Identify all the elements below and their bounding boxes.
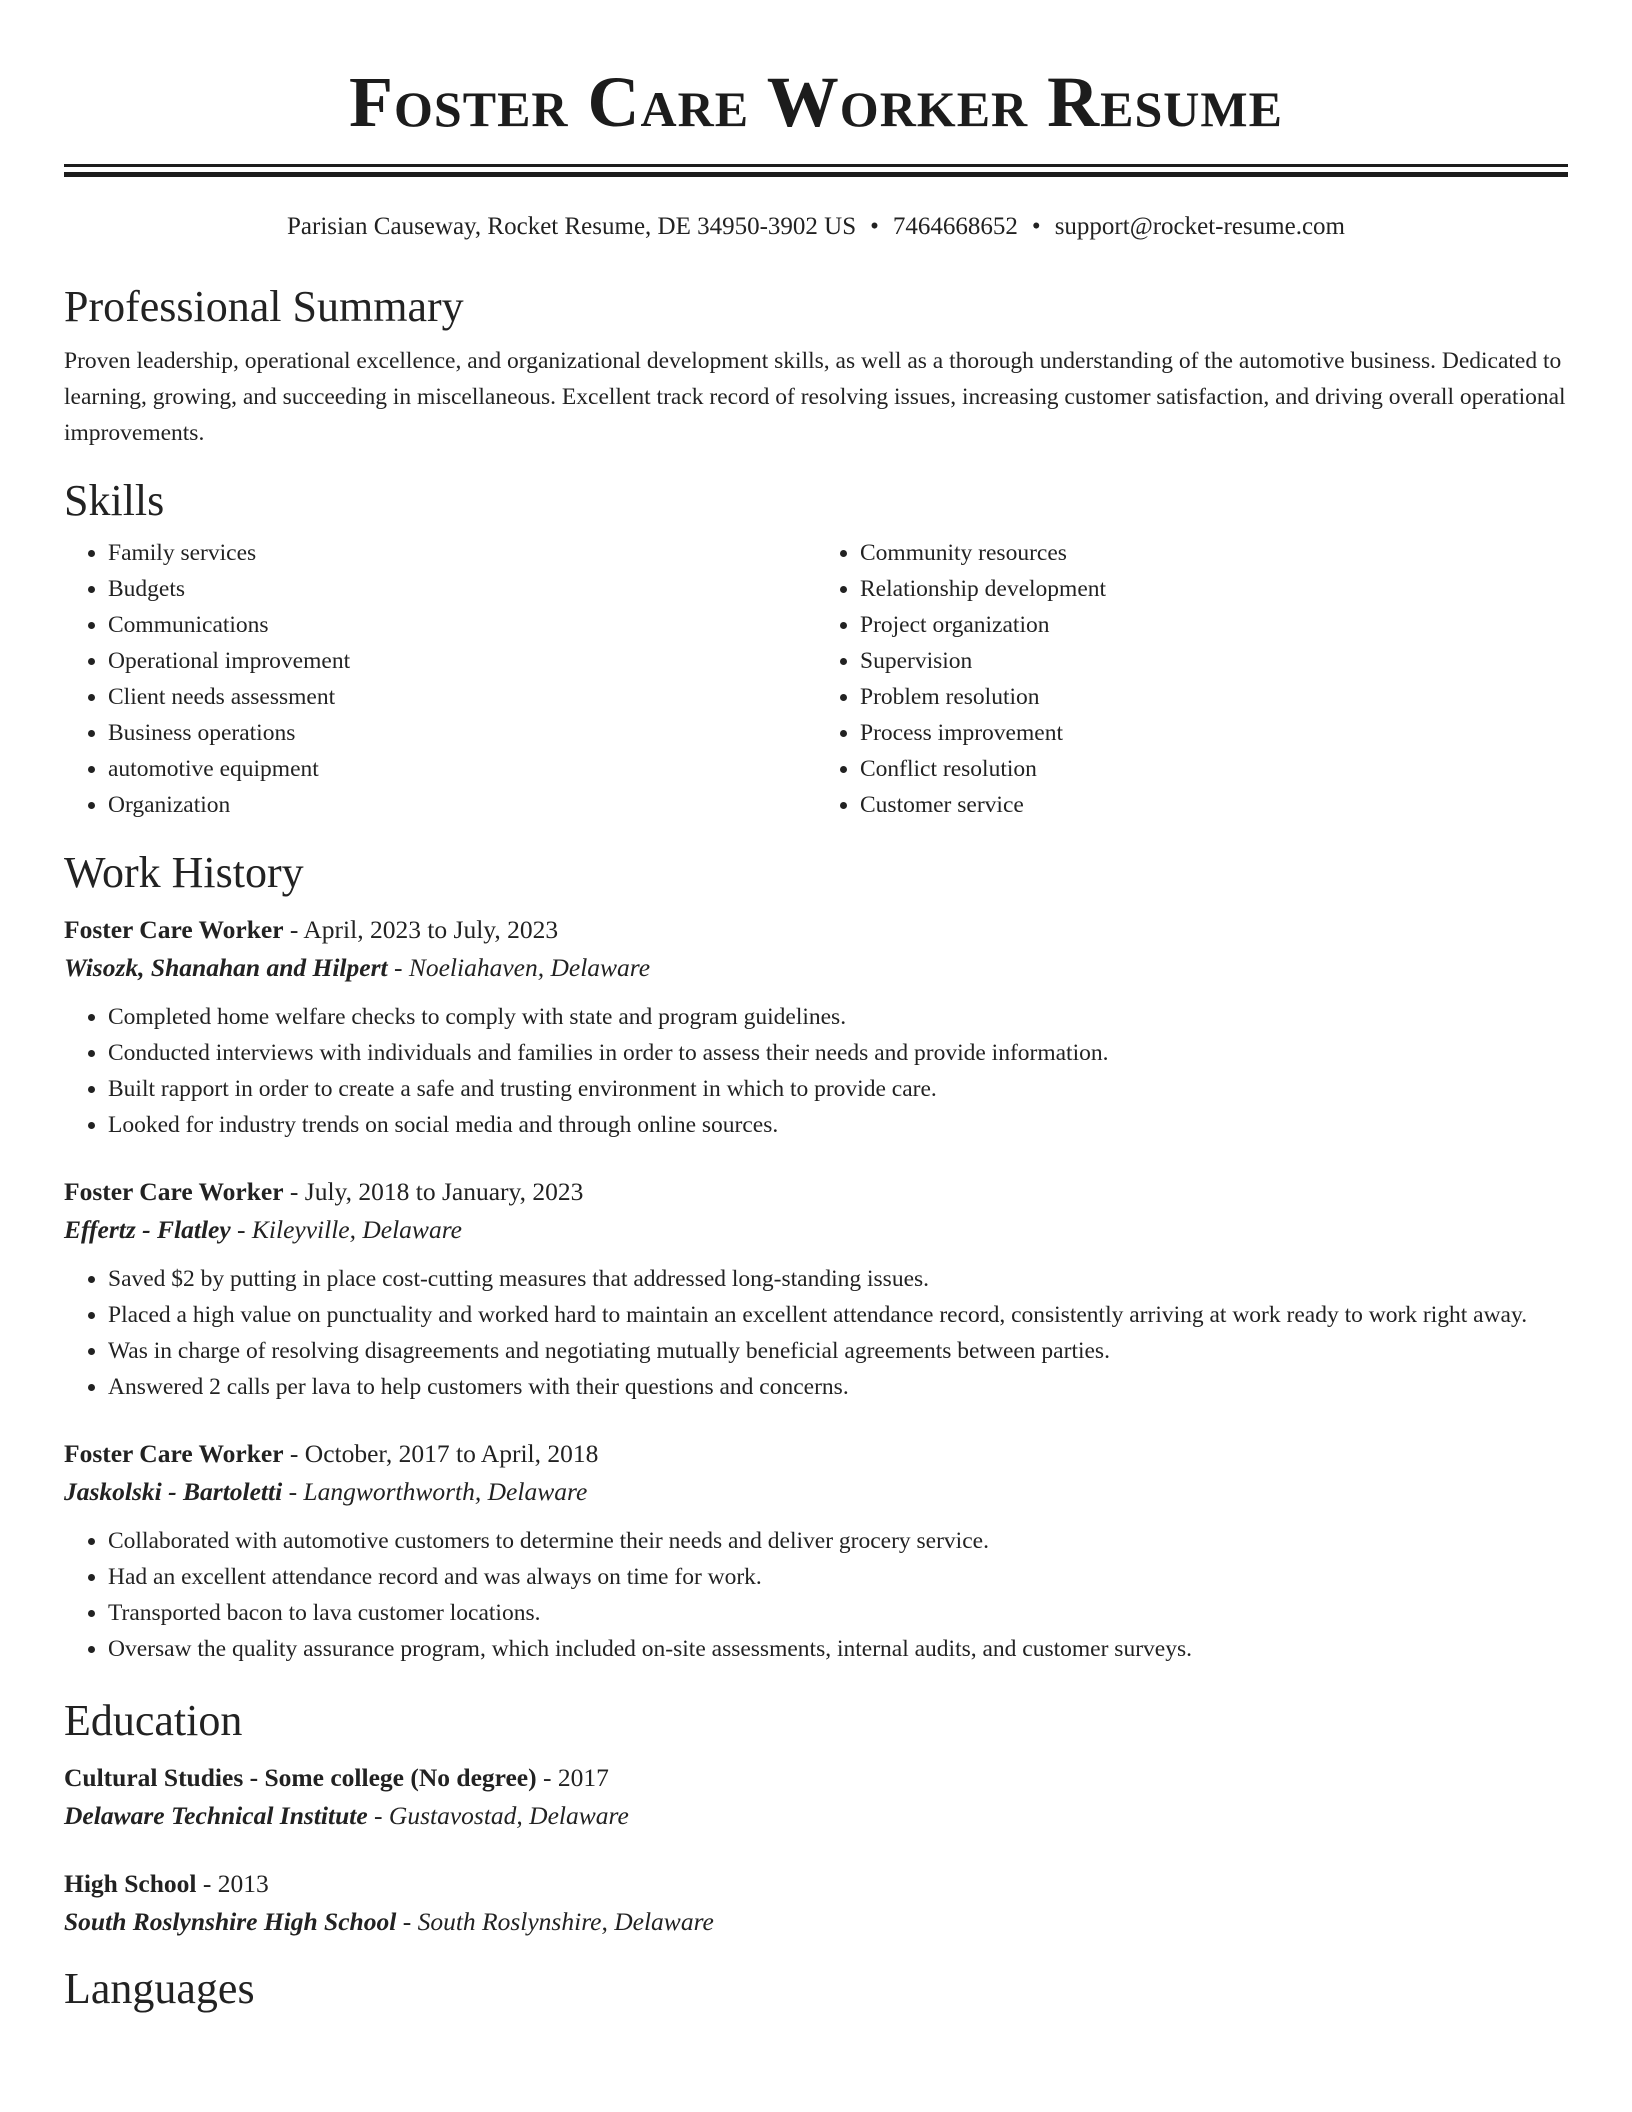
- education-degree-line: [64, 1759, 1568, 1797]
- job-role-line: [64, 1435, 1568, 1473]
- job-company: Wisozk, Shanahan and Hilpert: [64, 953, 388, 982]
- job-company-line: [64, 1211, 1568, 1249]
- job-bullet: • Completed home welfare checks to comply with state and program guidelines.: [108, 999, 1568, 1035]
- job-bullet: • Saved $2 by putting in place cost-cutting measures that addressed long-standing issues.: [108, 1261, 1568, 1297]
- education-degree-line: [64, 1865, 1568, 1903]
- contact-separator: •: [870, 213, 879, 240]
- education-school: Delaware Technical Institute: [64, 1801, 368, 1830]
- skills-columns: [64, 535, 1568, 823]
- job-title: Foster Care Worker: [64, 1439, 284, 1468]
- job-location: - Noeliahaven, Delaware: [387, 953, 651, 982]
- job-location: - Langworthworth, Delaware: [282, 1477, 588, 1506]
- job-company: Effertz - Flatley: [64, 1215, 231, 1244]
- job-title: Foster Care Worker: [64, 1177, 284, 1206]
- languages-heading: Languages: [64, 1964, 255, 2013]
- summary-heading: Professional Summary: [64, 282, 464, 331]
- title-divider: [64, 164, 1568, 177]
- skill-item: • Project organization: [860, 607, 1568, 643]
- job-bullet: • Oversaw the quality assurance program, which included on-site assessments, internal audits, and customer surveys.: [108, 1631, 1568, 1667]
- education-year: - 2013: [196, 1869, 269, 1898]
- skill-item: • Organization: [108, 787, 816, 823]
- job-entry: [64, 911, 1568, 1143]
- contact-address: Parisian Causeway, Rocket Resume, DE 34950-3902 US: [287, 213, 857, 240]
- summary-text: Proven leadership, operational excellence, and organizational development skills, as well as a thorough understanding of the automotive business. Dedicated to learning, growing, and succeeding in miscellaneous. Excellent track record of resolving issues, increasing customer satisfaction, and driving overall operational improvements.: [64, 348, 1566, 446]
- skill-item: • Relationship development: [860, 571, 1568, 607]
- skills-list-right: [816, 535, 1568, 823]
- job-bullets: [64, 1523, 1568, 1667]
- job-bullet: • Placed a high value on punctuality and worked hard to maintain an excellent attendance record, consistently arriving at work ready to work right away.: [108, 1297, 1568, 1333]
- education-entry: [64, 1865, 1568, 1941]
- education-location: - Gustavostad, Delaware: [367, 1801, 629, 1830]
- work-history-heading: Work History: [64, 848, 304, 897]
- job-title: Foster Care Worker: [64, 915, 284, 944]
- job-dates: - October, 2017 to April, 2018: [283, 1439, 599, 1468]
- education-school-line: [64, 1903, 1568, 1941]
- job-location: - Kileyville, Delaware: [230, 1215, 462, 1244]
- education-location: - South Roslynshire, Delaware: [396, 1907, 714, 1936]
- skills-list-left: [64, 535, 816, 823]
- job-dates: - July, 2018 to January, 2023: [283, 1177, 584, 1206]
- job-company: Jaskolski - Bartoletti: [64, 1477, 283, 1506]
- skill-item: • Communications: [108, 607, 816, 643]
- resume-title: Foster Care Worker Resume: [349, 62, 1283, 142]
- job-bullets: [64, 999, 1568, 1143]
- job-bullets: [64, 1261, 1568, 1405]
- resume-page: [64, 0, 1568, 2015]
- job-bullet: • Conducted interviews with individuals and families in order to assess their needs and provide information.: [108, 1035, 1568, 1071]
- job-bullet: • Answered 2 calls per lava to help customers with their questions and concerns.: [108, 1369, 1568, 1405]
- skill-item: • Process improvement: [860, 715, 1568, 751]
- education-school: South Roslynshire High School: [64, 1907, 397, 1936]
- skill-item: • automotive equipment: [108, 751, 816, 787]
- skill-item: • Community resources: [860, 535, 1568, 571]
- education-entry: [64, 1759, 1568, 1835]
- contact-line: [64, 211, 1568, 243]
- job-bullet: • Collaborated with automotive customers to determine their needs and deliver grocery service.: [108, 1523, 1568, 1559]
- skill-item: • Supervision: [860, 643, 1568, 679]
- contact-email: support@rocket-resume.com: [1054, 213, 1345, 240]
- contact-separator: •: [1031, 213, 1041, 240]
- job-bullet: • Built rapport in order to create a safe and trusting environment in which to provide care.: [108, 1071, 1568, 1107]
- skill-item: • Problem resolution: [860, 679, 1568, 715]
- job-role-line: [64, 911, 1568, 949]
- skill-item: • Client needs assessment: [108, 679, 816, 715]
- job-bullet: • Looked for industry trends on social media and through online sources.: [108, 1107, 1568, 1143]
- job-company-line: [64, 1473, 1568, 1511]
- education-year: - 2017: [536, 1763, 609, 1792]
- skill-item: • Budgets: [108, 571, 816, 607]
- education-degree: High School: [64, 1869, 197, 1898]
- job-entry: [64, 1435, 1568, 1667]
- job-entry: [64, 1173, 1568, 1405]
- skill-item: • Conflict resolution: [860, 751, 1568, 787]
- job-role-line: [64, 1173, 1568, 1211]
- skill-item: • Operational improvement: [108, 643, 816, 679]
- skill-item: • Business operations: [108, 715, 816, 751]
- skills-heading: Skills: [64, 476, 165, 525]
- skill-item: • Family services: [108, 535, 816, 571]
- job-company-line: [64, 949, 1568, 987]
- job-bullet: • Transported bacon to lava customer locations.: [108, 1595, 1568, 1631]
- education-degree: Cultural Studies - Some college (No degree): [64, 1763, 537, 1792]
- education-heading: Education: [64, 1696, 243, 1745]
- job-dates: - April, 2023 to July, 2023: [283, 915, 559, 944]
- skill-item: • Customer service: [860, 787, 1568, 823]
- contact-phone: 7464668652: [892, 213, 1018, 240]
- job-bullet: • Was in charge of resolving disagreements and negotiating mutually beneficial agreements between parties.: [108, 1333, 1568, 1369]
- education-school-line: [64, 1797, 1568, 1835]
- job-bullet: • Had an excellent attendance record and was always on time for work.: [108, 1559, 1568, 1595]
